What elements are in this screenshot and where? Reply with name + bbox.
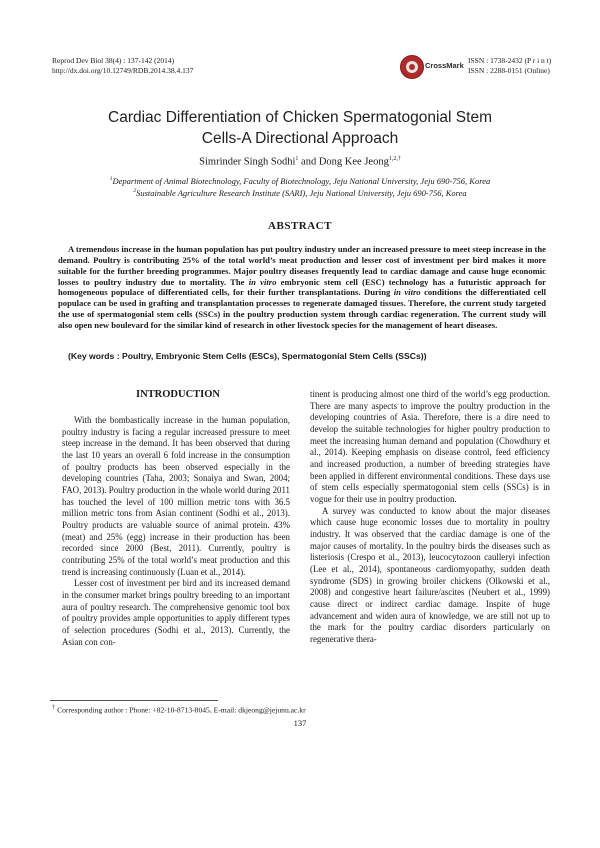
journal-citation	[52, 56, 193, 76]
abstract-text: conditions the differentiated cell populace can be used in grafting and transplantation processes to regenerate damaged tissues. Therefore, the current study targeted the use of spermatogonial stem cells (SSCs) in the poultry production system through cardiac regeneration. The current study will also open new boulevard for the similar kind of research in other livestock species for the management of heart diseases.	[58, 287, 547, 330]
abstract-text: A tremendous increase in the human population has put poultry industry under an increased pressure to meet steep increase in the demand. Poultry is contributing 25% of the total world’s meat production and lesser cost of investment per bird makes it more suitable for the further breeding programmes. Major poultry diseases frequently lead to cardiac damage and cause huge economic losses to poultry industry due to mortality. The	[58, 244, 546, 287]
crossmark-label: CrossMark	[425, 61, 464, 70]
page-number: 137	[293, 718, 307, 728]
doi-link[interactable]: http://dx.doi.org/10.12749/RDB.2014.38.4.137	[52, 66, 194, 75]
body-paragraph: A survey was conducted to know about the major diseases which cause huge economic losses due to mortality in poultry industry. It was observed that the cardiac damage is one of the major causes of mortality. In the poultry birds the diseases such as listeriosis (Crespo et al., 2013), leucocytozoon caulleryi infection (Lee et al., 2014), spontaneous cardiomyopathy, sudden death syndrome (SDS) in growing broiler chickens (Olkowski et al., 2008) and congestive heart failure/ascites (Neubert et al., 1999) cause direct or indirect cardiac damage. Inspite of huge advancement and widen aura of knowledge, we are still not up to the mark for the poultry cardiac disorders particularly on regenerative thera-	[310, 505, 550, 645]
author-list	[60, 156, 540, 168]
crossmark-icon	[400, 55, 424, 79]
affiliation-2	[60, 188, 540, 198]
paragraph-continuation: tinent is producing almost one third of the world’s egg production. There are many aspects to improve the poultry production in the developing countries of Asia. Therefore, there is a dire need to develop the suitable technologies for higher poultry production to meet the increasing human demand and population (Chowdhury et al., 2014). Keeping emphasis on disease control, feed efficiency and increased production, a number of breeding strategies have been applied in different environmental conditions. These days use of stem cells especially spermatogonial stem cells (SSCs) is in vogue for their use in poultry production.	[310, 389, 550, 505]
body-paragraph: With the bombastically increase in the human population, poultry industry is facing a regular increased pressure to meet steep increase in the demand. It has been observed that during the last 10 years an overall 6 fold increase in the consumption of poultry products has been observed especially in the developing countries (Taha, 2003; Sonaiya and Swan, 2004; FAO, 2013). Poultry production in the whole world during 2011 has touched the level of 100 million metric tons with 36.5 million metric tons from Asian continent (Sodhi et al., 2013). Poultry products are valuable source of animal protein. 43% (meat) and 25% (egg) increase in their production has been recorded since 2000 (Best, 2011). Currently, poultry is contributing 25% of the total world’s meat production and this trend is increasing continuously (Luan et al., 2014).	[62, 415, 290, 577]
author-conjunction: and	[298, 156, 319, 168]
affiliation-1	[60, 176, 540, 186]
keywords: (Key words : Poultry, Embryonic Stem Cells (ESCs), Spermatogonial Stem Cells (SSCs))	[68, 351, 427, 361]
issn-print: ISSN : 1738-2432 (P r i n t)	[468, 56, 552, 65]
title-line-1: Cardiac Differentiation of Chicken Spermatogonial Stem	[108, 109, 492, 126]
author-name: Simrinder Singh Sodhi	[199, 156, 296, 168]
abstract-heading: ABSTRACT	[268, 220, 332, 232]
author-affiliation-mark: 1	[295, 156, 299, 162]
affiliation-text: Sustainable Agriculture Research Institute (SARI), Jeju National University, Jeju 690-756, Korea	[136, 188, 467, 198]
abstract-body	[58, 244, 546, 331]
paper-title	[60, 107, 540, 149]
journal-issue-line: Reprod Dev Biol 38(4) : 137-142 (2014)	[52, 56, 175, 65]
title-line-2: Cells-A Directional Approach	[201, 130, 399, 147]
footnote-mark: †	[52, 704, 56, 711]
abstract-italic: in vitro	[393, 287, 421, 298]
footnote	[52, 704, 306, 715]
body-paragraph: Lesser cost of investment per bird and its increased demand in the consumer market brings poultry breeding to an important aura of poultry research. The comprehensive genomic tool box of poultry provides ample opportunities to apply different types of selection procedures (Sodhi et al., 2013). Currently, the Asian con con-	[62, 578, 290, 647]
issn-block	[468, 56, 551, 76]
author-affiliation-mark: 1,2,†	[388, 156, 401, 162]
body-column-right	[310, 389, 550, 646]
body-paragraph-continued	[310, 389, 550, 506]
affiliation-text: Department of Animal Biotechnology, Faculty of Biotechnology, Jeju National University, Jeju 690-756, Korea	[112, 176, 491, 186]
body-column-left	[62, 389, 290, 648]
affiliation-mark: 2	[133, 188, 137, 195]
affiliation-mark: 1	[109, 176, 113, 183]
introduction-heading: INTRODUCTION	[135, 389, 220, 400]
abstract-text: embryonic stem cell (ESC) technology has a futuristic approach for homogeneous populace of differentiated cells, for their further transplantations. During	[58, 276, 546, 298]
footnote-text: Corresponding author : Phone: +82-10-8713-8045, E-mail: dkjeong@jejunu.ac.kr	[55, 705, 306, 715]
abstract-italic: in vitro	[248, 276, 277, 287]
footnote-rule	[50, 700, 218, 701]
issn-online: ISSN : 2288-0151 (Online)	[468, 66, 550, 75]
author-name: Dong Kee Jeong	[318, 156, 389, 168]
